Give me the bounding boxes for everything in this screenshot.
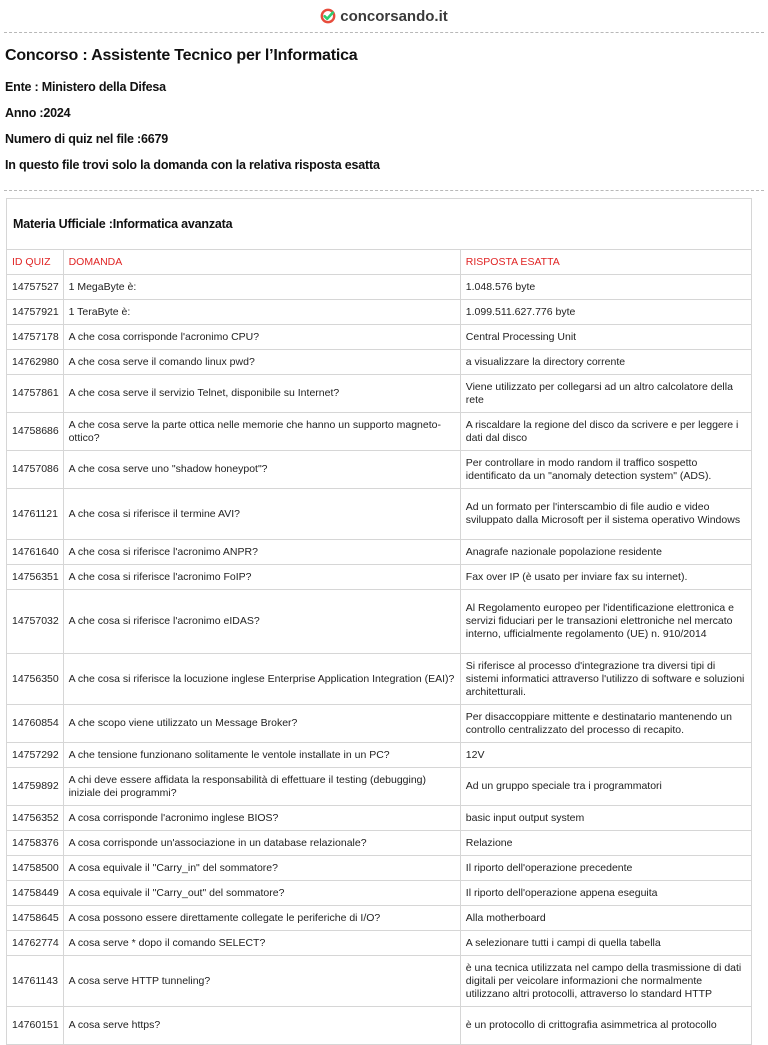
- quiz-id-cell: 14758376: [7, 831, 64, 856]
- question-cell: A che cosa serve uno "shadow honeypot"?: [63, 451, 460, 489]
- table-row: [7, 654, 752, 705]
- column-header-answer: RISPOSTA ESATTA: [460, 250, 751, 275]
- question-cell: A cosa serve https?: [63, 1007, 460, 1045]
- question-cell: A che cosa serve il comando linux pwd?: [63, 350, 460, 375]
- quiz-id-cell: 14757178: [7, 325, 64, 350]
- table-row: [7, 768, 752, 806]
- table-row: [7, 413, 752, 451]
- answer-cell: Alla motherboard: [460, 906, 751, 931]
- table-row: [7, 906, 752, 931]
- quiz-id-cell: 14757921: [7, 300, 64, 325]
- answer-cell: basic input output system: [460, 806, 751, 831]
- answer-cell: Il riporto dell'operazione appena eseguita: [460, 881, 751, 906]
- table-row: [7, 806, 752, 831]
- table-header-row: [7, 250, 752, 275]
- quiz-id-cell: 14758449: [7, 881, 64, 906]
- table-row: [7, 275, 752, 300]
- question-cell: A che cosa si riferisce la locuzione inglese Enterprise Application Integration (EAI)?: [63, 654, 460, 705]
- quiz-table: [6, 249, 752, 1045]
- answer-cell: è un protocollo di crittografia asimmetrica al protocollo: [460, 1007, 751, 1045]
- question-cell: 1 TeraByte è:: [63, 300, 460, 325]
- quiz-id-cell: 14761121: [7, 489, 64, 540]
- quiz-id-cell: 14757292: [7, 743, 64, 768]
- question-cell: 1 MegaByte è:: [63, 275, 460, 300]
- table-row: [7, 300, 752, 325]
- site-name: concorsando.it: [340, 7, 448, 25]
- quiz-id-cell: 14762774: [7, 931, 64, 956]
- quiz-id-cell: 14760854: [7, 705, 64, 743]
- ente-line: Ente : Ministero della Difesa: [5, 80, 166, 94]
- question-cell: A cosa corrisponde un'associazione in un database relazionale?: [63, 831, 460, 856]
- description-line: In questo file trovi solo la domanda con la relativa risposta esatta: [5, 158, 380, 172]
- quiz-id-cell: 14757527: [7, 275, 64, 300]
- question-cell: A cosa serve HTTP tunneling?: [63, 956, 460, 1007]
- answer-cell: Per controllare in modo random il traffico sospetto identificato da un "anomaly detection system" (ADS).: [460, 451, 751, 489]
- table-row: [7, 1007, 752, 1045]
- quiz-id-cell: 14757861: [7, 375, 64, 413]
- answer-cell: 1.048.576 byte: [460, 275, 751, 300]
- question-cell: A chi deve essere affidata la responsabilità di effettuare il testing (debugging) iniziale dei programmi?: [63, 768, 460, 806]
- table-row: [7, 375, 752, 413]
- question-cell: A che cosa corrisponde l'acronimo CPU?: [63, 325, 460, 350]
- table-row: [7, 590, 752, 654]
- site-logo[interactable]: [320, 8, 448, 25]
- table-row: [7, 743, 752, 768]
- table-row: [7, 565, 752, 590]
- question-cell: A che cosa si riferisce l'acronimo FoIP?: [63, 565, 460, 590]
- question-cell: A cosa corrisponde l'acronimo inglese BIOS?: [63, 806, 460, 831]
- question-cell: A che cosa serve il servizio Telnet, disponibile su Internet?: [63, 375, 460, 413]
- table-row: [7, 540, 752, 565]
- question-cell: A cosa possono essere direttamente collegate le periferiche di I/O?: [63, 906, 460, 931]
- answer-cell: Si riferisce al processo d'integrazione tra diversi tipi di sistemi informatici attraverso l'utilizzo di software e soluzioni architetturali.: [460, 654, 751, 705]
- question-cell: A che cosa si riferisce l'acronimo ANPR?: [63, 540, 460, 565]
- question-cell: A cosa equivale il "Carry_in" del sommatore?: [63, 856, 460, 881]
- quiz-id-cell: 14757086: [7, 451, 64, 489]
- question-cell: A che cosa si riferisce l'acronimo eIDAS?: [63, 590, 460, 654]
- quiz-id-cell: 14761640: [7, 540, 64, 565]
- quiz-id-cell: 14758500: [7, 856, 64, 881]
- quiz-id-cell: 14757032: [7, 590, 64, 654]
- answer-cell: A selezionare tutti i campi di quella tabella: [460, 931, 751, 956]
- question-cell: A che cosa si riferisce il termine AVI?: [63, 489, 460, 540]
- table-row: [7, 931, 752, 956]
- quiz-id-cell: 14762980: [7, 350, 64, 375]
- answer-cell: Ad un gruppo speciale tra i programmatori: [460, 768, 751, 806]
- answer-cell: 1.099.511.627.776 byte: [460, 300, 751, 325]
- table-row: [7, 350, 752, 375]
- answer-cell: è una tecnica utilizzata nel campo della trasmissione di dati digitali per veicolare informazioni che normalmente utilizzano altri protocolli, attraverso lo standard HTTP: [460, 956, 751, 1007]
- top-bar: [0, 0, 768, 32]
- table-row: [7, 705, 752, 743]
- answer-cell: Per disaccoppiare mittente e destinatario mantenendo un controllo centralizzato del processo di recapito.: [460, 705, 751, 743]
- answer-cell: A riscaldare la regione del disco da scrivere e per leggere i dati dal disco: [460, 413, 751, 451]
- page-title: Concorso : Assistente Tecnico per l’Informatica: [5, 47, 358, 64]
- quiz-id-cell: 14761143: [7, 956, 64, 1007]
- checkmark-logo-icon: [320, 8, 336, 24]
- answer-cell: Ad un formato per l'interscambio di file audio e video sviluppato dalla Microsoft per il sistema operativo Windows: [460, 489, 751, 540]
- table-row: [7, 831, 752, 856]
- quiz-id-cell: 14760151: [7, 1007, 64, 1045]
- answer-cell: Fax over IP (è usato per inviare fax su internet).: [460, 565, 751, 590]
- question-cell: A che tensione funzionano solitamente le ventole installate in un PC?: [63, 743, 460, 768]
- document-header: [0, 33, 768, 190]
- quiz-count-line: Numero di quiz nel file :6679: [5, 132, 168, 146]
- table-row: [7, 956, 752, 1007]
- answer-cell: Il riporto dell'operazione precedente: [460, 856, 751, 881]
- table-row: [7, 489, 752, 540]
- table-row: [7, 325, 752, 350]
- quiz-table-container: [6, 198, 752, 1045]
- table-row: [7, 856, 752, 881]
- quiz-id-cell: 14758686: [7, 413, 64, 451]
- quiz-id-cell: 14756351: [7, 565, 64, 590]
- anno-line: Anno :2024: [5, 106, 71, 120]
- question-cell: A cosa equivale il "Carry_out" del sommatore?: [63, 881, 460, 906]
- answer-cell: Anagrafe nazionale popolazione residente: [460, 540, 751, 565]
- answer-cell: Viene utilizzato per collegarsi ad un altro calcolatore della rete: [460, 375, 751, 413]
- table-row: [7, 451, 752, 489]
- divider-bottom: [4, 190, 764, 191]
- answer-cell: Relazione: [460, 831, 751, 856]
- question-cell: A cosa serve * dopo il comando SELECT?: [63, 931, 460, 956]
- answer-cell: Central Processing Unit: [460, 325, 751, 350]
- quiz-id-cell: 14758645: [7, 906, 64, 931]
- quiz-id-cell: 14759892: [7, 768, 64, 806]
- question-cell: A che scopo viene utilizzato un Message Broker?: [63, 705, 460, 743]
- answer-cell: a visualizzare la directory corrente: [460, 350, 751, 375]
- quiz-id-cell: 14756352: [7, 806, 64, 831]
- quiz-id-cell: 14756350: [7, 654, 64, 705]
- table-row: [7, 881, 752, 906]
- column-header-id: ID QUIZ: [7, 250, 64, 275]
- answer-cell: Al Regolamento europeo per l'identificazione elettronica e servizi fiduciari per le transazioni elettroniche nel mercato interno, ufficialmente regolamento (UE) n. 910/2014: [460, 590, 751, 654]
- column-header-question: DOMANDA: [63, 250, 460, 275]
- subject-title: Materia Ufficiale :Informatica avanzata: [6, 198, 752, 249]
- answer-cell: 12V: [460, 743, 751, 768]
- question-cell: A che cosa serve la parte ottica nelle memorie che hanno un supporto magneto-ottico?: [63, 413, 460, 451]
